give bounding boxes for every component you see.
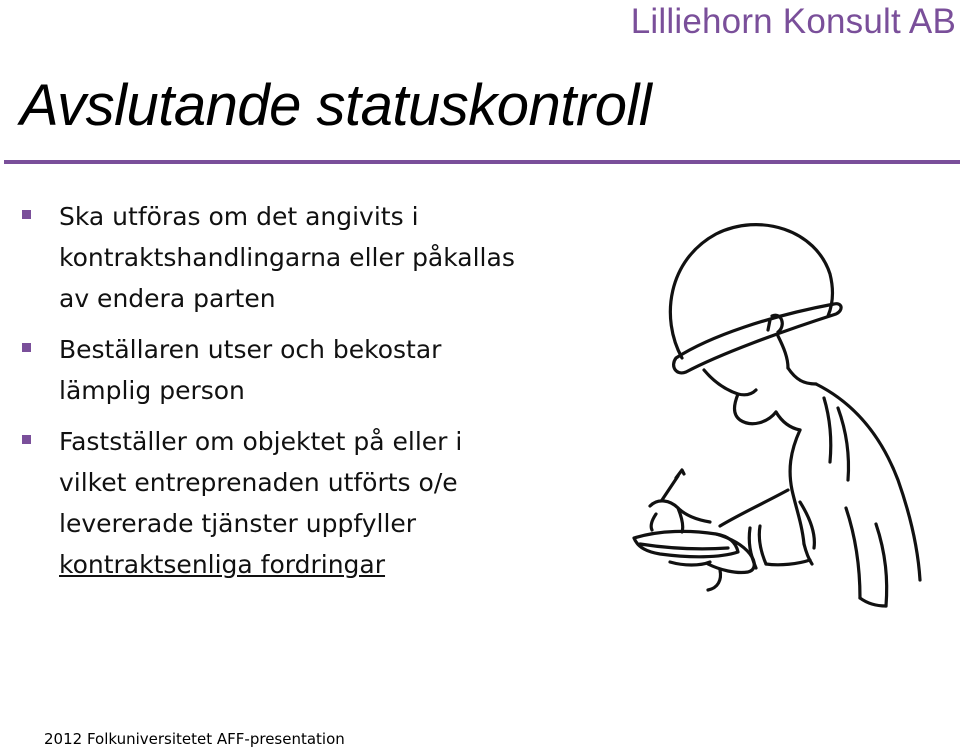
company-name: Lilliehorn Konsult AB: [630, 2, 956, 41]
footer-text: 2012 Folkuniversitetet AFF-presentation: [44, 730, 345, 748]
bullet-item: [22, 329, 522, 411]
title-divider: [4, 160, 960, 164]
bullet-item: [22, 421, 522, 585]
slide-title: Avslutande statuskontroll: [20, 73, 652, 138]
underlined-phrase: kontraktsenliga fordringar: [59, 550, 386, 579]
worker-writing-illustration: [620, 208, 960, 688]
bullet-text: Ska utföras om det angivits i kontraktshandlingarna eller påkallas av endera parten: [59, 202, 515, 313]
bullet-text: Beställaren utser och bekostar lämplig person: [59, 335, 442, 405]
bullet-item: [22, 196, 522, 319]
bullet-text: Fastställer om objektet på eller i vilket entreprenaden utförts o/e levererade tjänster uppfyller: [59, 427, 463, 538]
square-bullet-icon: [22, 435, 31, 444]
square-bullet-icon: [22, 210, 31, 219]
square-bullet-icon: [22, 343, 31, 352]
bullet-list: [22, 196, 522, 595]
